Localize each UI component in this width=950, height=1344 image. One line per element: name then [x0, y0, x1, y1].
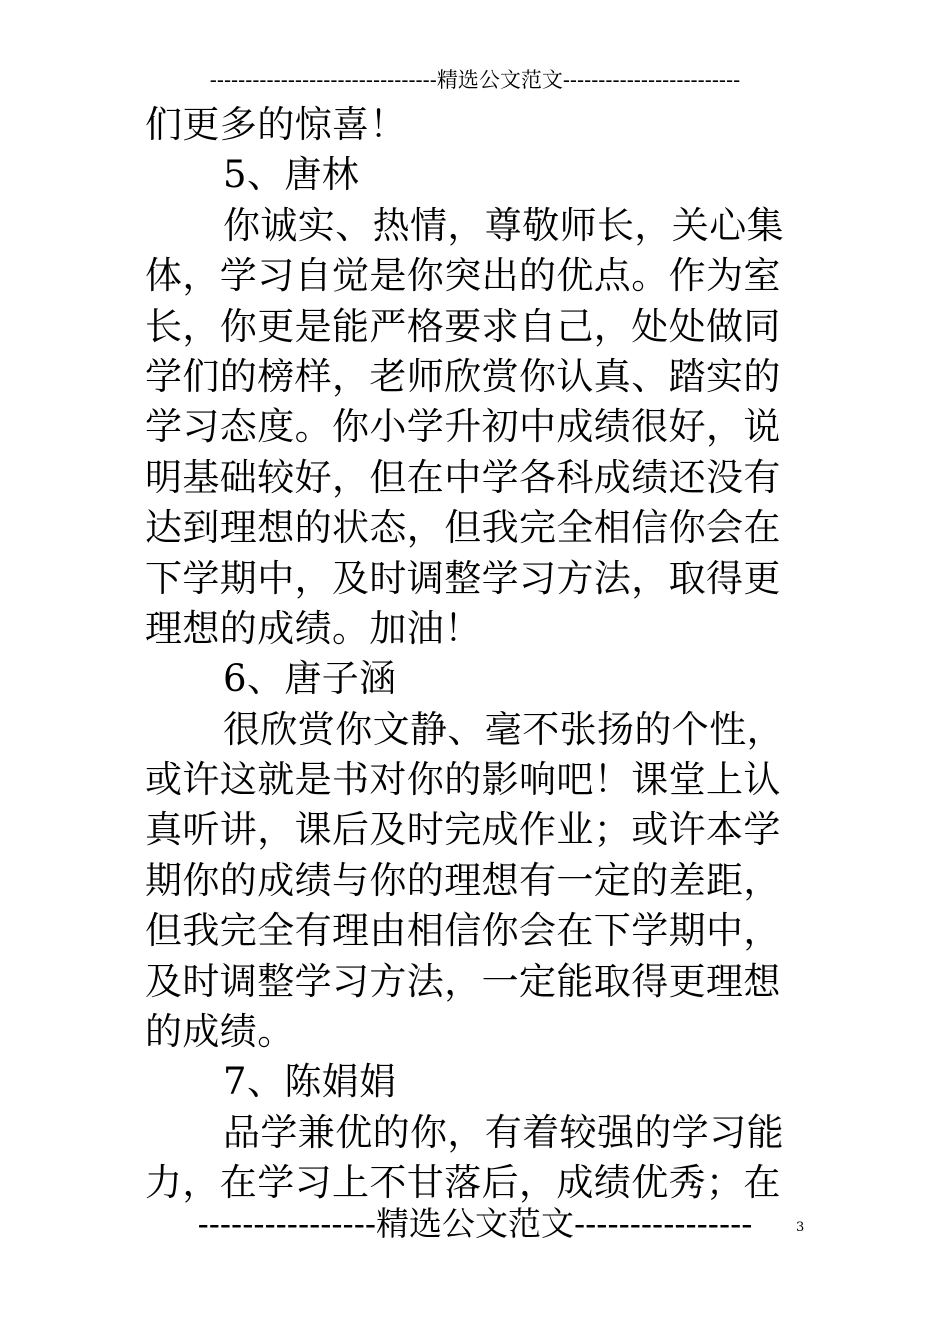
page-header: --------------------------------精选公文范文-------------------------: [209, 68, 741, 92]
section-heading: 6、唐子涵: [223, 657, 397, 701]
text-line: 的成绩。: [145, 1010, 295, 1054]
text-line: 很欣赏你文静、毫不张扬的个性，: [223, 707, 784, 751]
text-line: 或许这就是书对你的影响吧！课堂上认: [145, 758, 781, 802]
text-line: 下学期中，及时调整学习方法，取得更: [145, 556, 781, 600]
text-line: 品学兼优的你，有着较强的学习能: [223, 1110, 784, 1154]
text-line: 真听讲，课后及时完成作业；或许本学: [145, 808, 781, 852]
text-line: 明基础较好，但在中学各科成绩还没有: [145, 455, 781, 499]
text-line: 及时调整学习方法，一定能取得更理想: [145, 959, 781, 1003]
section-heading: 7、陈娟娟: [223, 1060, 397, 1104]
page-number: 3: [796, 1220, 805, 1235]
section-heading: 5、唐林: [223, 153, 360, 197]
text-line: 们更多的惊喜！: [145, 103, 407, 146]
text-line: 理想的成绩。加油！: [145, 606, 482, 650]
text-line: 力，在学习上不甘落后，成绩优秀；在: [145, 1161, 781, 1205]
text-line: 但我完全有理由相信你会在下学期中，: [145, 909, 781, 953]
text-line: 期你的成绩与你的理想有一定的差距，: [145, 858, 781, 902]
text-line: 长，你更是能严格要求自己，处处做同: [145, 304, 781, 348]
text-line: 学们的榜样，老师欣赏你认真、踏实的: [145, 354, 781, 398]
text-line: 达到理想的状态，但我完全相信你会在: [145, 506, 781, 550]
text-line: 学习态度。你小学升初中成绩很好，说: [145, 405, 781, 449]
document-body: [145, 100, 810, 1209]
page-footer: ----------------精选公文范文----------------: [197, 1204, 753, 1243]
text-line: 体，学习自觉是你突出的优点。作为室: [145, 254, 781, 298]
text-line: 你诚实、热情，尊敬师长，关心集: [223, 203, 784, 247]
